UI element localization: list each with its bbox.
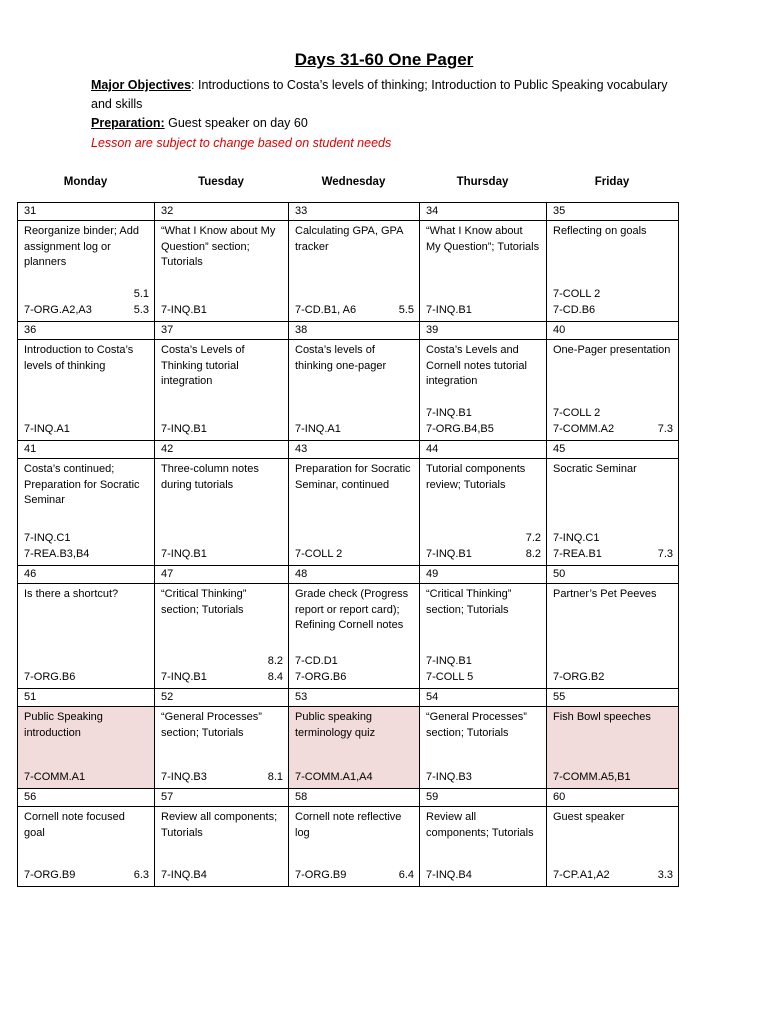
lesson-description: “What I Know about My Question”; Tutorials [426, 225, 540, 253]
section-number: 6.3 [133, 868, 149, 881]
day-headers [17, 176, 678, 188]
day-number: 43 [289, 441, 420, 459]
standards-code: 7-COMM.A5,B1 [553, 770, 631, 783]
section-number: 5.1 5.3 [133, 288, 149, 316]
day-cell [155, 807, 289, 887]
week-number-row [18, 789, 679, 807]
week-content-row [18, 707, 679, 789]
day-cell [289, 707, 420, 789]
lesson-description: Fish Bowl speeches [553, 711, 651, 723]
day-cell [547, 584, 679, 689]
day-number: 59 [420, 789, 547, 807]
day-number: 58 [289, 789, 420, 807]
day-cell [420, 221, 547, 322]
standards-code: 7-INQ.A1 [295, 422, 341, 435]
week-number-row [18, 566, 679, 584]
week-number-row [18, 441, 679, 459]
day-number: 40 [547, 322, 679, 340]
day-cell [155, 584, 289, 689]
objectives-text: : Introductions to Costa’s levels of thinking; Introduction to Public Speaking vocabulary and skills [91, 78, 668, 111]
day-cell [289, 340, 420, 441]
week-number-row [18, 322, 679, 340]
standards-code: 7-COLL 2 7-COMM.A2 [553, 407, 615, 435]
day-number: 42 [155, 441, 289, 459]
day-number: 35 [547, 203, 679, 221]
lesson-description: Costa’s levels of thinking one-pager [295, 344, 387, 372]
standards-code: 7-INQ.B1 [426, 547, 472, 560]
section-number: 7.2 8.2 [525, 532, 541, 560]
major-objectives [91, 76, 691, 114]
calendar-table [17, 202, 679, 887]
section-number: 5.5 [398, 303, 414, 316]
day-number: 60 [547, 789, 679, 807]
week-content-row [18, 584, 679, 689]
day-number: 45 [547, 441, 679, 459]
day-cell [420, 584, 547, 689]
day-number: 47 [155, 566, 289, 584]
day-number: 52 [155, 689, 289, 707]
lesson-description: Review all components; Tutorials [161, 811, 278, 839]
day-number: 51 [18, 689, 155, 707]
standards-code: 7-INQ.C1 7-REA.B1 [553, 532, 602, 560]
standards-code: 7-ORG.B6 [24, 670, 76, 683]
lesson-description: Guest speaker [553, 811, 625, 823]
standards-code: 7-COMM.A1 [24, 770, 86, 783]
standards-code: 7-CP.A1,A2 [553, 868, 610, 881]
standards-code: 7-INQ.B1 [161, 422, 207, 435]
day-cell [420, 807, 547, 887]
standards-code: 7-COMM.A1,A4 [295, 770, 373, 783]
day-cell [547, 221, 679, 322]
lesson-description: Reorganize binder; Add assignment log or planners [24, 225, 139, 268]
day-number: 44 [420, 441, 547, 459]
lesson-description: “General Processes” section; Tutorials [161, 711, 262, 739]
day-number: 54 [420, 689, 547, 707]
day-header-friday: Friday [594, 176, 630, 188]
standards-code: 7-INQ.C1 7-REA.B3,B4 [24, 532, 90, 560]
standards-code: 7-INQ.B1 7-ORG.B4,B5 [426, 407, 494, 435]
day-cell [547, 459, 679, 566]
standards-code: 7-ORG.B2 [553, 670, 605, 683]
day-number: 41 [18, 441, 155, 459]
standards-code: 7-INQ.B3 [161, 770, 207, 783]
day-cell [18, 584, 155, 689]
day-number: 48 [289, 566, 420, 584]
day-number: 38 [289, 322, 420, 340]
day-cell [289, 459, 420, 566]
lesson-description: Reflecting on goals [553, 225, 647, 237]
lesson-description: “Critical Thinking” section; Tutorials [161, 588, 247, 616]
lesson-description: Partner’s Pet Peeves [553, 588, 657, 600]
day-cell [547, 707, 679, 789]
lesson-description: One-Pager presentation [553, 344, 671, 356]
lesson-description: Introduction to Costa’s levels of thinking [24, 344, 134, 372]
day-number: 37 [155, 322, 289, 340]
standards-code: 7-INQ.A1 [24, 422, 70, 435]
day-cell [18, 707, 155, 789]
day-number: 46 [18, 566, 155, 584]
lesson-description: Calculating GPA, GPA tracker [295, 225, 403, 253]
lesson-description: Is there a shortcut? [24, 588, 119, 600]
standards-code: 7-INQ.B1 7-COLL 5 [426, 655, 474, 683]
lesson-description: Cornell note focused goal [24, 811, 125, 839]
day-cell [289, 221, 420, 322]
week-content-row [18, 221, 679, 322]
lesson-description: Grade check (Progress report or report card); Refining Cornell notes [295, 588, 409, 631]
lesson-description: Three-column notes during tutorials [161, 463, 259, 491]
standards-code: 7-CD.B1, A6 [295, 303, 357, 316]
day-cell [289, 584, 420, 689]
lesson-description: Tutorial components review; Tutorials [426, 463, 526, 491]
day-cell [420, 459, 547, 566]
day-number: 57 [155, 789, 289, 807]
preparation-text: Guest speaker on day 60 [164, 116, 308, 130]
week-content-row [18, 807, 679, 887]
standards-code: 7-INQ.B1 [161, 547, 207, 560]
day-number: 31 [18, 203, 155, 221]
section-number: 7.3 [657, 547, 673, 560]
section-number: 8.1 [267, 770, 283, 783]
day-cell [420, 340, 547, 441]
preparation [91, 116, 308, 130]
standards-code: 7-COLL 2 [295, 547, 343, 560]
lesson-description: “General Processes” section; Tutorials [426, 711, 527, 739]
page-title: Days 31-60 One Pager [294, 50, 474, 69]
day-cell [547, 807, 679, 887]
day-cell [155, 707, 289, 789]
day-cell [18, 340, 155, 441]
lesson-description: Public speaking terminology quiz [295, 711, 376, 739]
standards-code: 7-INQ.B4 [161, 868, 207, 881]
week-content-row [18, 459, 679, 566]
day-number: 49 [420, 566, 547, 584]
day-number: 39 [420, 322, 547, 340]
week-number-row [18, 689, 679, 707]
day-header-wednesday: Wednesday [321, 176, 386, 188]
lesson-description: Review all components; Tutorials [426, 811, 534, 839]
standards-code: 7-ORG.B9 [24, 868, 76, 881]
day-number: 50 [547, 566, 679, 584]
day-number: 36 [18, 322, 155, 340]
change-note: Lesson are subject to change based on student needs [91, 136, 392, 150]
lesson-description: Costa’s Levels and Cornell notes tutorial integration [426, 344, 527, 387]
section-number: 7.3 [657, 422, 673, 435]
standards-code: 7-INQ.B1 [161, 670, 207, 683]
standards-code: 7-ORG.B9 [295, 868, 347, 881]
day-cell [289, 807, 420, 887]
day-cell [18, 459, 155, 566]
day-number: 33 [289, 203, 420, 221]
day-cell [18, 807, 155, 887]
lesson-description: Cornell note reflective log [295, 811, 402, 839]
day-cell [155, 340, 289, 441]
day-header-thursday: Thursday [456, 176, 509, 188]
day-header-tuesday: Tuesday [198, 176, 244, 188]
lesson-description: Costa’s continued; Preparation for Socratic Seminar [24, 463, 140, 506]
section-number: 3.3 [657, 868, 673, 881]
lesson-description: Public Speaking introduction [24, 711, 103, 739]
week-number-row [18, 203, 679, 221]
day-cell [155, 221, 289, 322]
standards-code: 7-INQ.B3 [426, 770, 472, 783]
lesson-description: Preparation for Socratic Seminar, continued [295, 463, 411, 491]
day-cell [18, 221, 155, 322]
day-number: 34 [420, 203, 547, 221]
day-cell [155, 459, 289, 566]
week-content-row [18, 340, 679, 441]
day-number: 55 [547, 689, 679, 707]
day-cell [420, 707, 547, 789]
section-number: 8.2 8.4 [267, 655, 283, 683]
day-number: 53 [289, 689, 420, 707]
objectives-label: Major Objectives [91, 78, 192, 92]
day-cell [547, 340, 679, 441]
day-header-monday: Monday [63, 176, 108, 188]
standards-code: 7-ORG.A2,A3 [24, 303, 92, 316]
standards-code: 7-INQ.B1 [426, 303, 472, 316]
lesson-description: Costa’s Levels of Thinking tutorial integration [161, 344, 245, 387]
standards-code: 7-CD.D1 7-ORG.B6 [295, 655, 347, 683]
standards-code: 7-INQ.B1 [161, 303, 207, 316]
standards-code: 7-COLL 2 7-CD.B6 [553, 288, 601, 316]
section-number: 6.4 [398, 868, 414, 881]
lesson-description: “Critical Thinking” section; Tutorials [426, 588, 512, 616]
lesson-description: Socratic Seminar [553, 463, 637, 475]
day-number: 32 [155, 203, 289, 221]
preparation-label: Preparation: [91, 116, 165, 130]
day-number: 56 [18, 789, 155, 807]
lesson-description: “What I Know about My Question” section; Tutorials [161, 225, 276, 268]
standards-code: 7-INQ.B4 [426, 868, 472, 881]
